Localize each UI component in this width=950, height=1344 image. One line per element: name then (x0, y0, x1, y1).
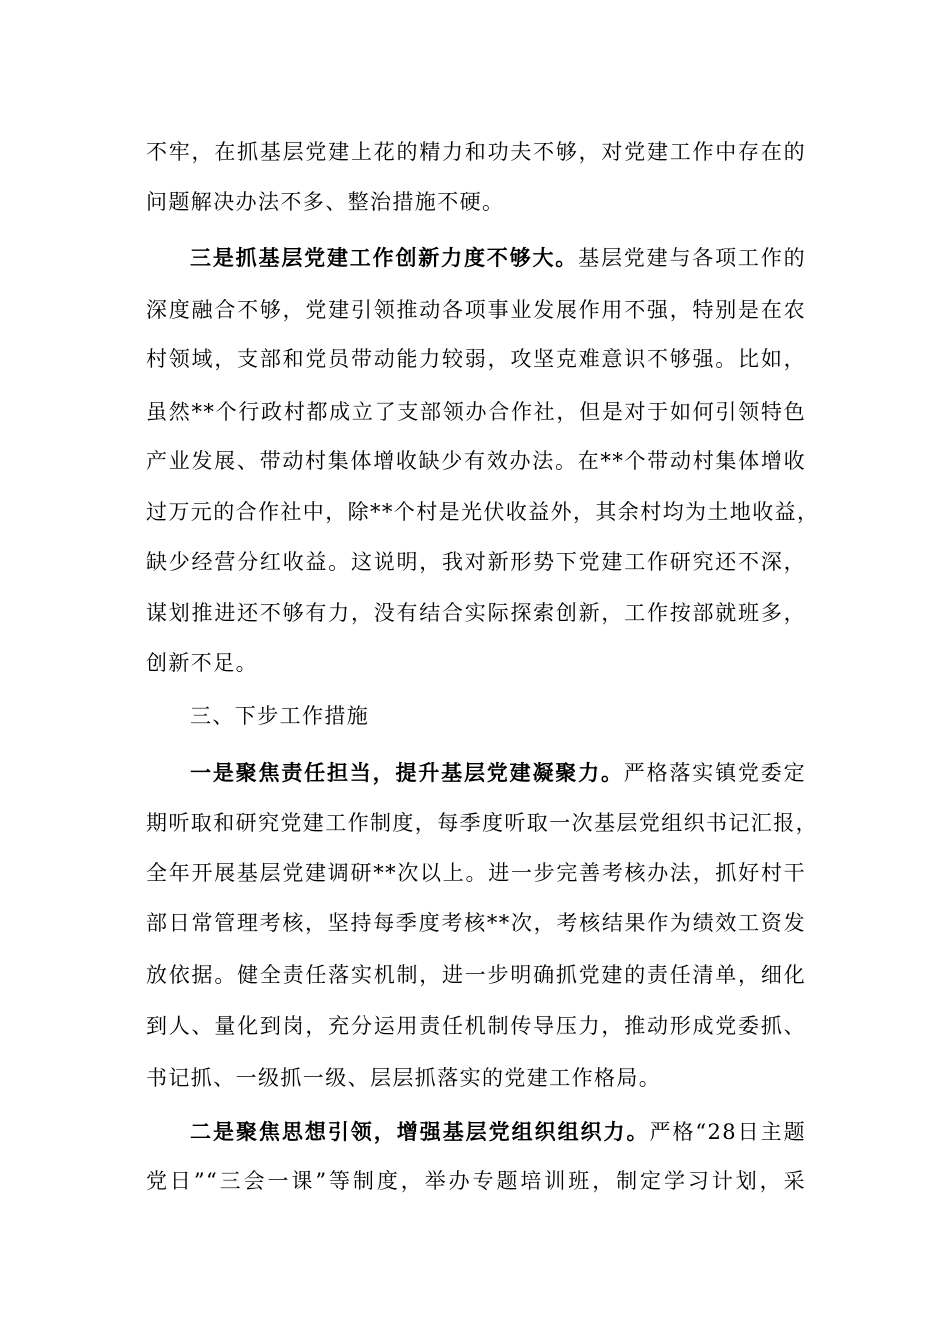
paragraph-4-line-1 (190, 1112, 806, 1152)
paragraph-2-line-5: 产业发展、带动村集体增收缺少有效办法。在**个带动村集体增收 (146, 449, 806, 473)
paragraph-4-line-2: 党日”“三会一课”等制度，举办专题培训班，制定学习计划，采 (146, 1169, 806, 1193)
section-heading: 三、下步工作措施 (190, 704, 370, 728)
paragraph-4-line-1-rest: 严格“28日主题 (649, 1120, 806, 1144)
paragraph-3-lead: 一是聚焦责任担当，提升基层党建凝聚力。 (190, 760, 624, 785)
paragraph-2-line-6: 过万元的合作社中，除**个村是光伏收益外，其余村均为土地收益， (146, 500, 820, 524)
paragraph-3-line-4: 部日常管理考核，坚持每季度考核**次，考核结果作为绩效工资发 (146, 911, 806, 935)
paragraph-3-line-6: 到人、量化到岗，充分运用责任机制传导压力，推动形成党委抓、 (146, 1014, 806, 1038)
paragraph-2-line-4: 虽然**个行政村都成立了支部领办合作社，但是对于如何引领特色 (146, 400, 806, 424)
paragraph-2-line-9: 创新不足。 (146, 651, 258, 675)
paragraph-2-line-1 (190, 238, 806, 278)
paragraph-2-line-1-rest: 基层党建与各项工作的 (578, 246, 806, 270)
paragraph-2-line-8: 谋划推进还不够有力，没有结合实际探索创新，工作按部就班多， (146, 601, 806, 625)
paragraph-3-line-5: 放依据。健全责任落实机制，进一步明确抓党建的责任清单，细化 (146, 963, 806, 987)
paragraph-3-line-2: 期听取和研究党建工作制度，每季度听取一次基层党组织书记汇报， (146, 811, 818, 835)
paragraph-3-line-7: 书记抓、一级抓一级、层层抓落实的党建工作格局。 (146, 1066, 662, 1090)
paragraph-1-line-1: 不牢，在抓基层党建上花的精力和功夫不够，对党建工作中存在的 (146, 140, 806, 164)
paragraph-3-line-1 (190, 753, 806, 793)
paragraph-2-line-2: 深度融合不够，党建引领推动各项事业发展作用不强，特别是在农 (146, 298, 806, 322)
paragraph-1-line-2: 问题解决办法不多、整治措施不硬。 (146, 190, 505, 214)
paragraph-3-line-3: 全年开展基层党建调研**次以上。进一步完善考核办法，抓好村干 (146, 861, 806, 885)
paragraph-2-line-7: 缺少经营分红收益。这说明，我对新形势下党建工作研究还不深， (146, 550, 806, 574)
paragraph-4-lead: 二是聚焦思想引领，增强基层党组织组织力。 (190, 1119, 650, 1144)
paragraph-3-line-1-rest: 严格落实镇党委定 (623, 761, 806, 785)
paragraph-2-lead: 三是抓基层党建工作创新力度不够大。 (190, 245, 579, 270)
paragraph-2-line-3: 村领域，支部和党员带动能力较弱，攻坚克难意识不够强。比如， (146, 347, 806, 371)
